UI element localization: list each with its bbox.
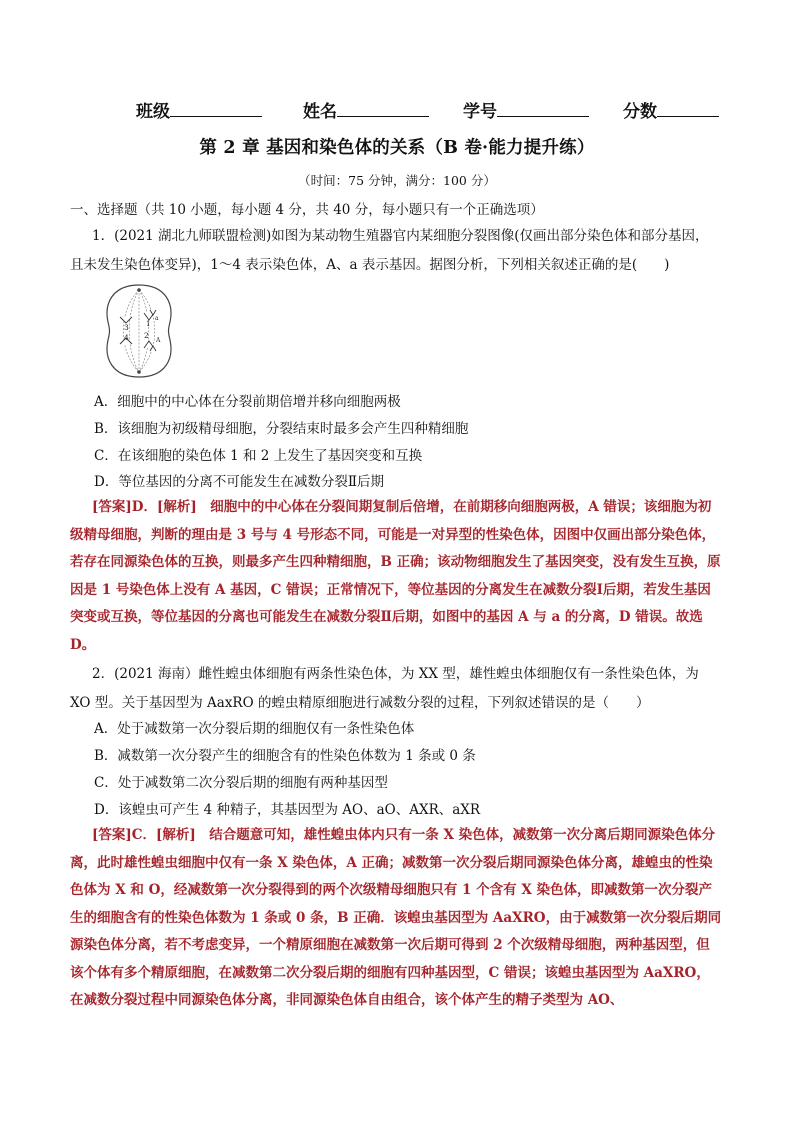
chromosome-4-label: 4: [124, 333, 129, 342]
name-label: 姓名: [303, 102, 337, 122]
question-2-stem: 2．(2021 海南）雌性蝗虫体细胞有两条性染色体，为 XX 型，雄性蝗虫体细胞仅有一条性染色体，为 XO 型。关于基因型为 AaxRO 的蝗虫精原细胞进行减数分裂的过程，下列叙述错误的是（ ）: [70, 666, 699, 711]
score-blank: [657, 97, 719, 117]
chromosome-1-label: 1: [146, 320, 151, 328]
question-2-option-a: A．处于减数第一次分裂后期的细胞仅有一条性染色体: [94, 721, 415, 737]
number-field: [463, 97, 589, 122]
question-2-option-b: B．减数第一次分裂产生的细胞含有的性染色体数为 1 条或 0 条: [94, 748, 476, 764]
page-title: 第 2 章 基因和染色体的关系（B 卷·能力提升练）: [199, 138, 595, 158]
question-1-stem: 1．(2021 湖北九师联盟检测)如图为某动物生殖器官内某细胞分裂图像(仅画出部分染色体和部分基因，且未发生染色体变异)，1～4 表示染色体，A、a 表示基因。据图分析，下列相关叙述正确的是( ): [70, 228, 709, 273]
score-field: [623, 97, 719, 122]
chromosome-3-label: 3: [124, 323, 129, 332]
score-label: 分数: [623, 102, 657, 122]
chromosome-2-label: 2: [144, 331, 149, 340]
cell-division-figure: [100, 282, 178, 380]
name-field: [303, 97, 429, 122]
class-label: 班级: [136, 102, 170, 122]
number-blank: [497, 97, 589, 117]
question-1-answer: [答案]D．[解析] 细胞中的中心体在分裂间期复制后倍增，在前期移向细胞两极，A 错误；该细胞为初级精母细胞，判断的理由是 3 号与 4 号形态不同，可能是一对异型的性染色体，因图中仅画出部分染色体，若存在同源染色体的互换，则最多产生四种精细胞，B 正确；该动物细胞发生了基因突变，没有发生互换，原因是 1 号染色体上没有 A 基因，C 错误；正常情况下，等位基因的分离发生在减数分裂Ⅰ后期，若发生基因突变或互换，等位基因的分离也可能发生在减数分裂Ⅱ后期，如图中的基因 A 与 a 的分离，D 错误。故选 D。: [70, 499, 721, 653]
question-1-option-d: D．等位基因的分离不可能发生在减数分裂Ⅱ后期: [94, 474, 384, 490]
gene-a-lower-label: a: [155, 315, 159, 322]
question-2-answer: [答案]C．[解析] 结合题意可知，雄性蝗虫体内只有一条 X 染色体，减数第一次分离后期同源染色体分离，此时雄性蝗虫细胞中仅有一条 X 染色体，A 正确；减数第一次分裂后期同源染色体分离，雄蝗虫的性染色体为 X 和 O，经减数第一次分裂得到的两个次级精母细胞只有 1 个含有 X 染色体，即减数第一次分裂产生的细胞含有的性染色体数为 1 条或 0 条，B 正确．该蝗虫基因型为 AaXRO，由于减数第一次分裂后期同源染色体分离，若不考虑变异，一个精原细胞在减数第一次后期可得到 2 个次级精母细胞，两种基因型，但该个体有多个精原细胞，在减数第二次分裂后期的细胞有四种基因型，C 错误；该蝗虫基因型为 AaXRO，在减数分裂过程中同源染色体分离，非同源染色体自由组合，该个体产生的精子类型为 AO、: [70, 827, 722, 1008]
gene-a-upper-label: A: [156, 337, 161, 344]
question-1-option-c: C．在该细胞的染色体 1 和 2 上发生了基因突变和互换: [94, 448, 423, 464]
name-blank: [337, 97, 429, 117]
number-label: 学号: [463, 102, 497, 122]
question-1-option-b: B．该细胞为初级精母细胞，分裂结束时最多会产生四种精细胞: [94, 421, 469, 437]
exam-meta: （时间：75 分钟，满分：100 分）: [298, 173, 496, 188]
class-field: [136, 97, 262, 122]
section-heading: 一、选择题（共 10 小题，每小题 4 分，共 40 分，每小题只有一个正确选项）: [70, 202, 544, 218]
student-info-header: [0, 97, 794, 123]
question-2-option-c: C．处于减数第二次分裂后期的细胞有两种基因型: [94, 775, 388, 791]
question-2-option-d: D．该蝗虫可产生 4 种精子，其基因型为 AO、aO、AXR、aXR: [94, 802, 481, 818]
question-1-option-a: A．细胞中的中心体在分裂前期倍增并移向细胞两极: [94, 394, 401, 410]
class-blank: [170, 97, 262, 117]
